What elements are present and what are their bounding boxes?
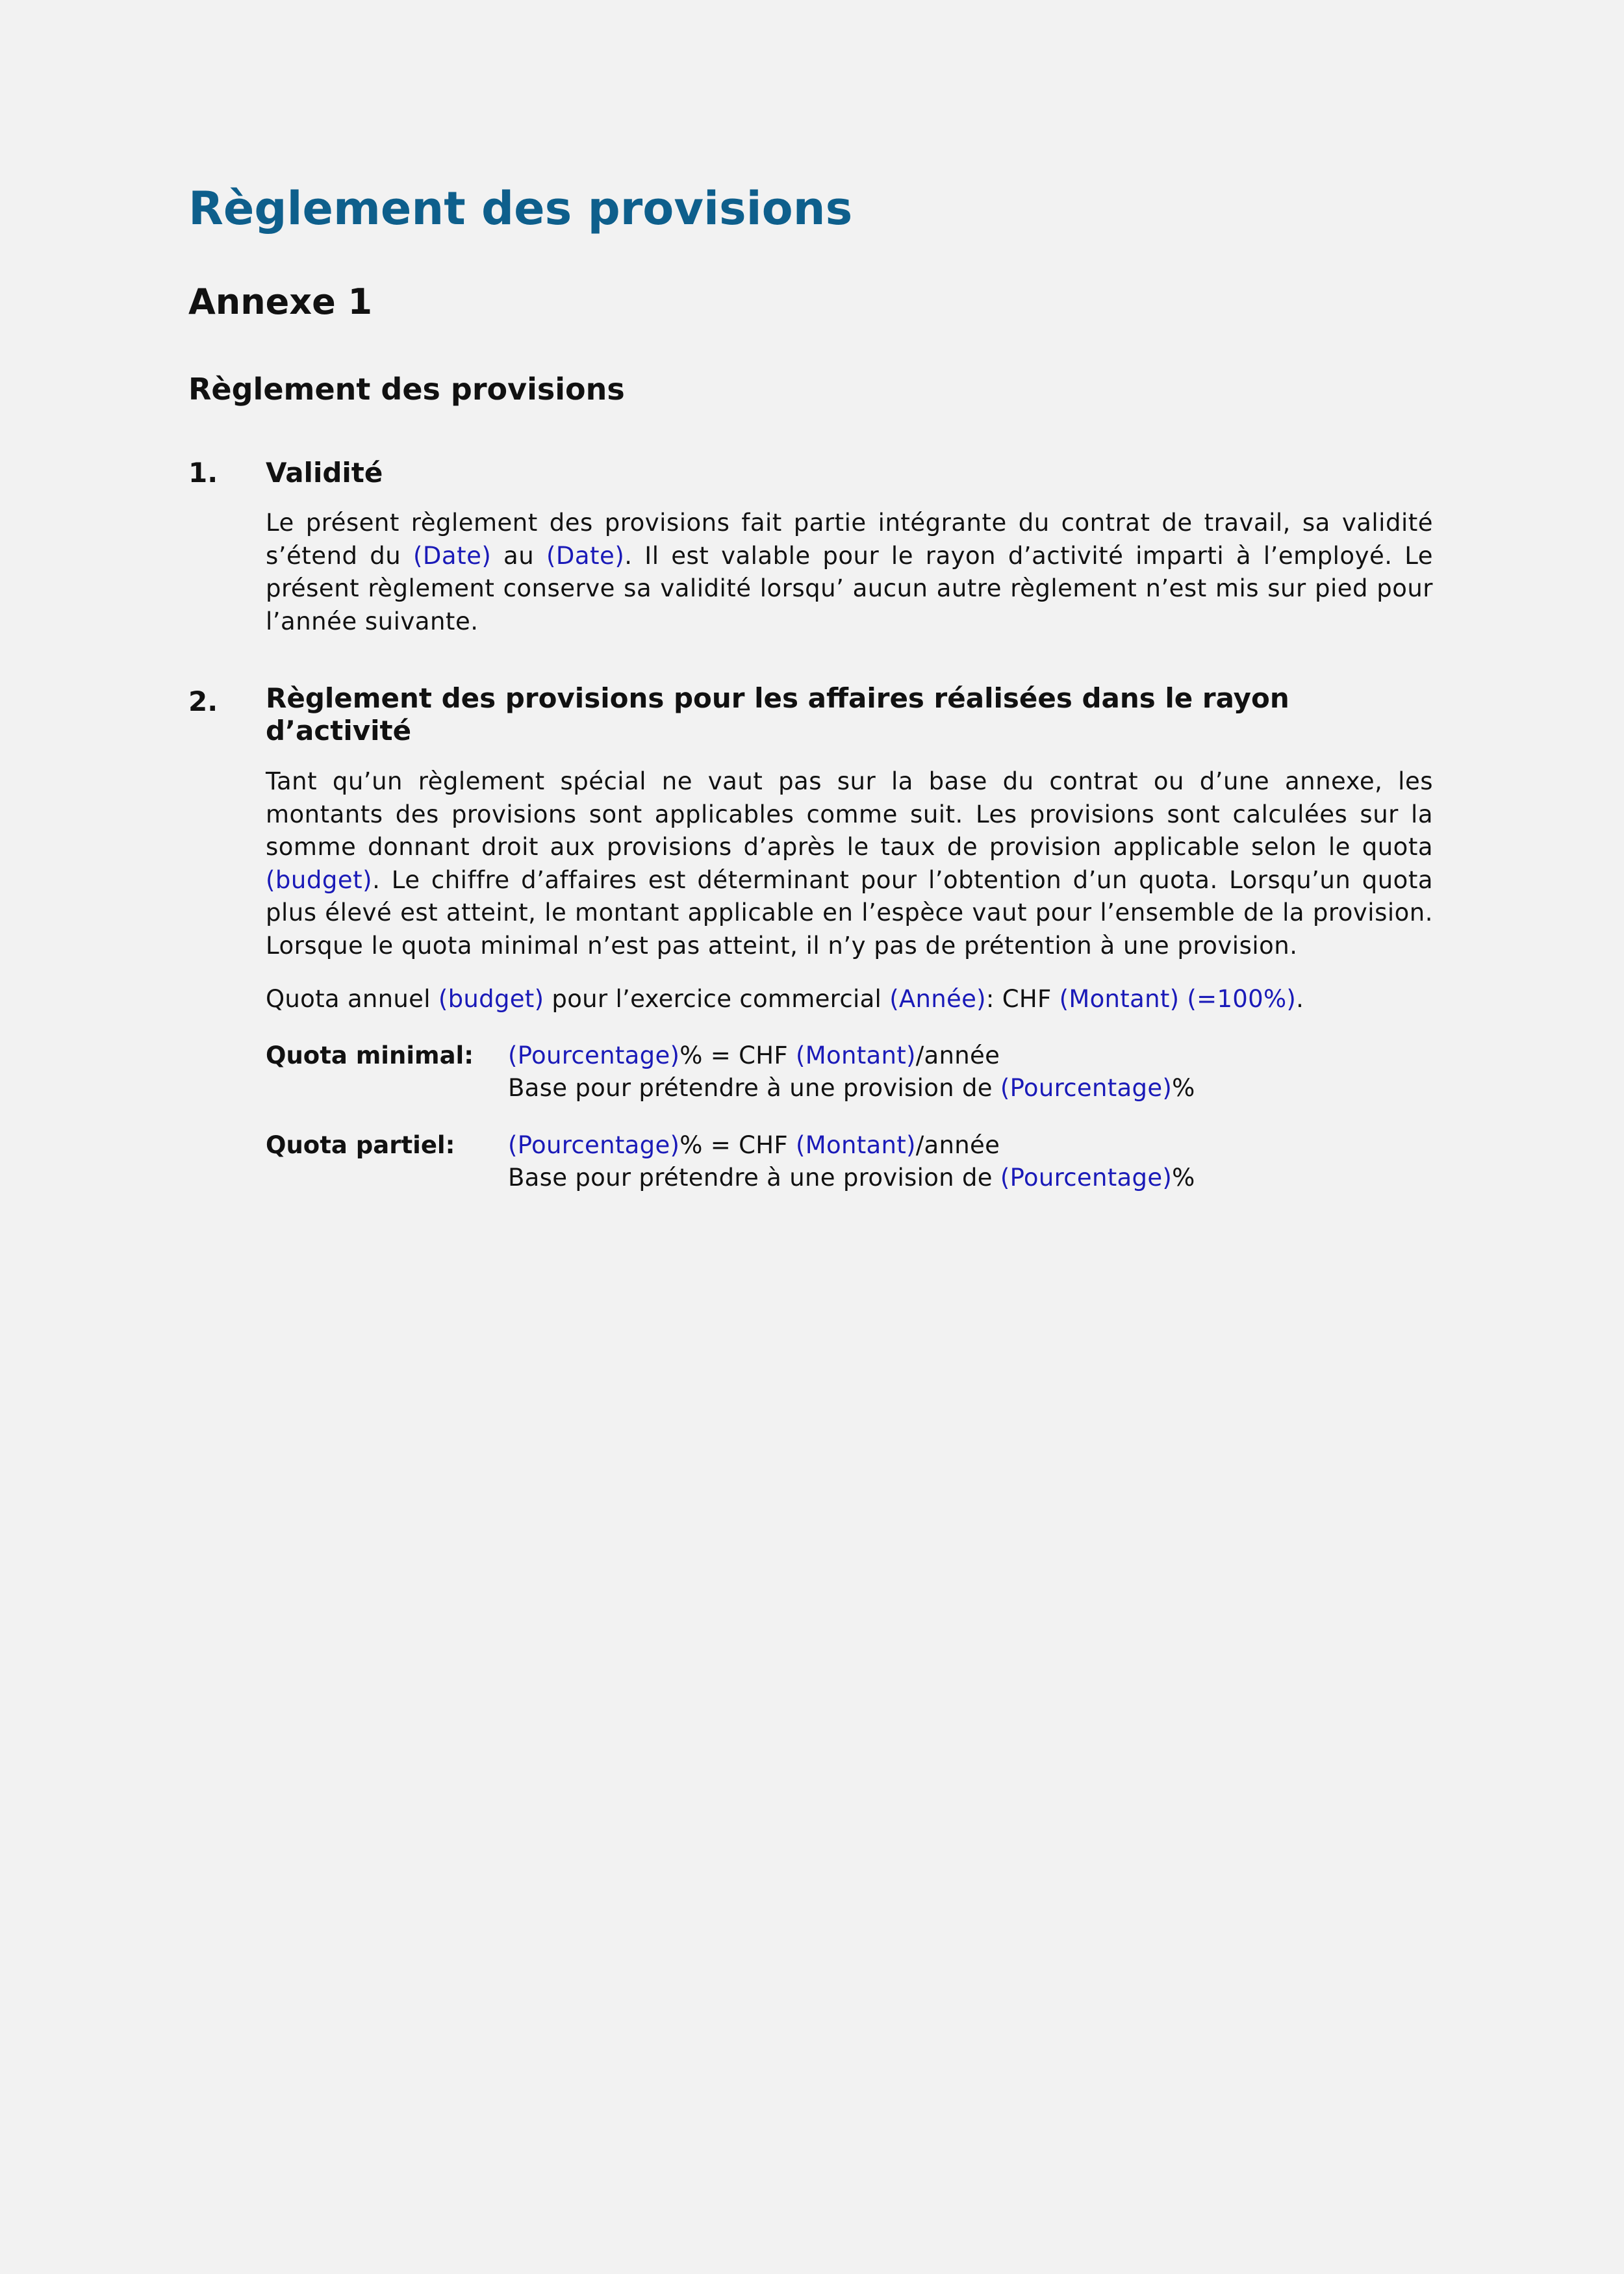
section-2-number: 2. [188,685,218,717]
text: % = CHF [679,1041,796,1069]
text: Le présent règlement des provisions fait partie intégrante du contrat de travail, sa validité s’étend du [266,509,1433,570]
quota-minimal-label: Quota minimal: [266,1041,474,1069]
quota-partiel-base [508,1162,1195,1195]
placeholder-date-start: (Date) [412,541,492,570]
section-1-title: Validité [266,457,383,489]
placeholder-year: (Année) [889,985,986,1013]
placeholder-amount: (Montant) [796,1131,916,1159]
placeholder-date-end: (Date) [546,541,625,570]
text: au [491,541,546,570]
text: % = CHF [679,1131,796,1159]
text: /année [915,1041,1000,1069]
quota-partiel-label: Quota partiel: [266,1131,455,1159]
text: . Le chiffre d’affaires est déterminant pour l’obtention d’un quota. Lorsqu’un quota plus élevé est atteint, le montant applicable en l’espèce vaut pour l’ensemble de la provision. Lorsque le quota minimal n’est pas atteint, il n’y pas de prétention à une provision. [266,865,1433,960]
text: Quota annuel [266,985,438,1013]
placeholder-budget: (budget) [266,865,373,894]
quota-minimal-base [508,1072,1195,1105]
placeholder-budget: (budget) [438,985,544,1013]
annex-heading: Annexe 1 [188,281,373,322]
placeholder-amount: (Montant) [796,1041,916,1069]
placeholder-amount: (Montant) (=100%) [1059,985,1297,1013]
placeholder-percentage: (Pourcentage) [1000,1074,1173,1102]
section-1-paragraph [266,507,1433,638]
section-2-paragraph [266,765,1433,962]
text: pour l’exercice commercial [544,985,890,1013]
section-1-number: 1. [188,457,218,489]
placeholder-percentage: (Pourcentage) [508,1131,680,1159]
placeholder-percentage: (Pourcentage) [508,1041,680,1069]
placeholder-percentage: (Pourcentage) [1000,1164,1173,1192]
text: % [1172,1164,1195,1192]
text: : CHF [985,985,1059,1013]
text: % [1172,1074,1195,1102]
text: Base pour prétendre à une provision de [508,1164,1000,1192]
annual-quota-line [266,983,1304,1016]
text: /année [915,1131,1000,1159]
text: . [1296,985,1304,1013]
document-subtitle: Règlement des provisions [188,372,625,407]
quota-partiel-value [508,1129,1000,1162]
text: Tant qu’un règlement spécial ne vaut pas sur la base du contrat ou d’une annexe, les montants des provisions sont applicables comme suit. Les provisions sont calculées sur la somme donnant droit aux provisions d’après le taux de provision applicable selon le quota [266,767,1433,861]
document-title: Règlement des provisions [188,182,853,235]
text: Base pour prétendre à une provision de [508,1074,1000,1102]
quota-minimal-value [508,1040,1000,1073]
text: . Il est valable pour le rayon d’activité imparti à l’employé. Le présent règlement conserve sa validité lorsqu’ aucun autre règlement n’est mis sur pied pour l’année suivante. [266,541,1433,635]
section-2-title: Règlement des provisions pour les affaires réalisées dans le rayon d’activité [266,682,1289,747]
